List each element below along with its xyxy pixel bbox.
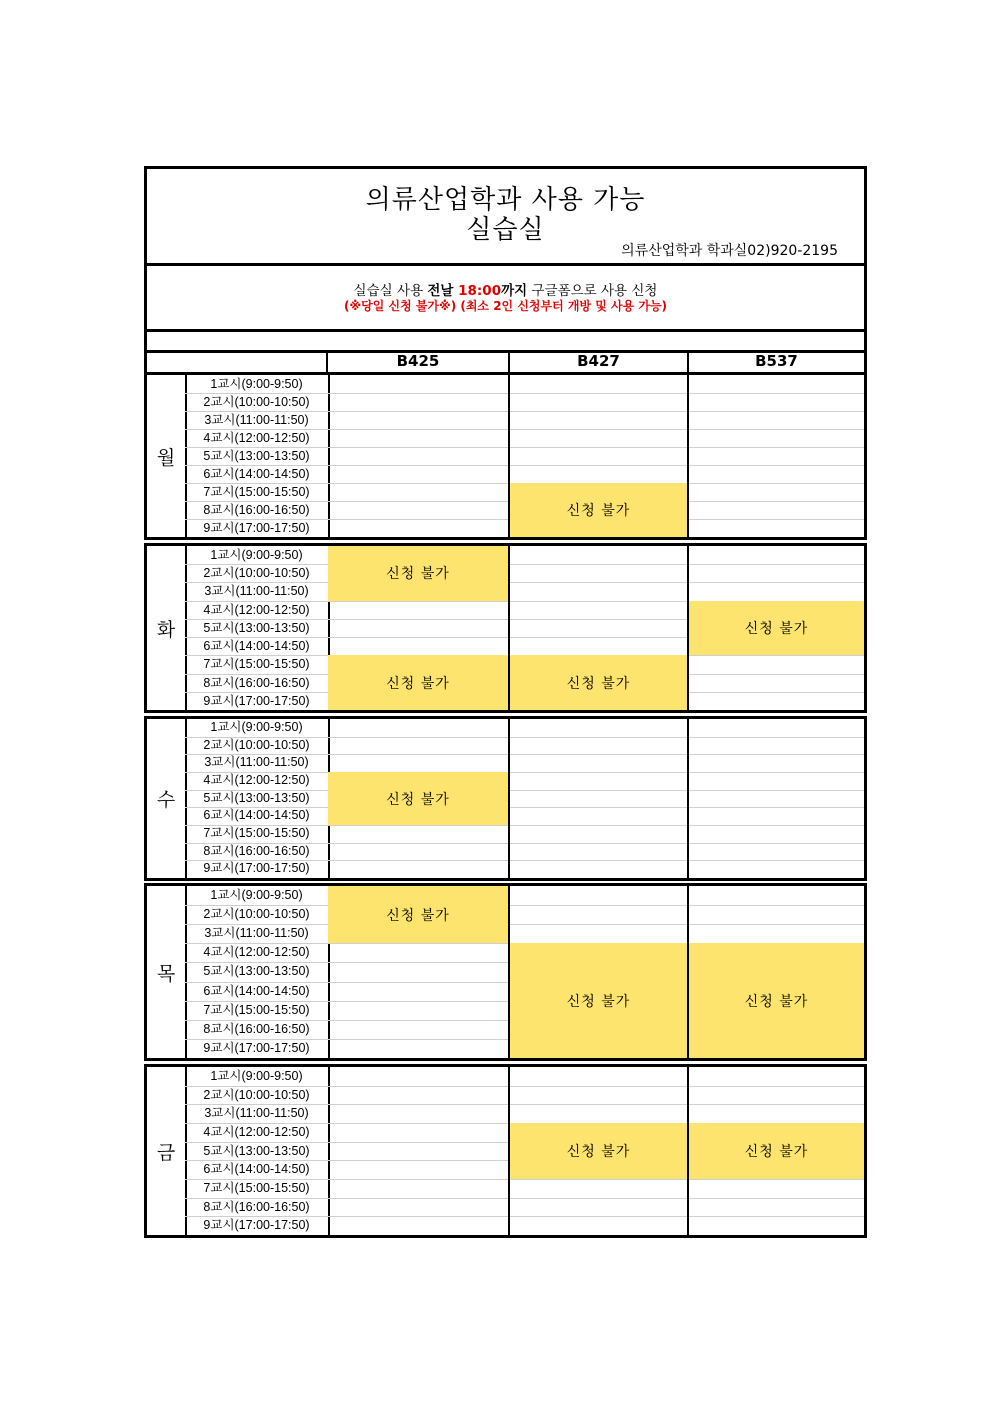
schedule-cell[interactable] xyxy=(328,1179,508,1199)
schedule-cell[interactable] xyxy=(510,1216,687,1235)
schedule-cell[interactable] xyxy=(510,601,687,620)
period-label: 2교시(10:00-10:50) xyxy=(185,393,328,412)
schedule-cell[interactable] xyxy=(510,1198,687,1218)
schedule-cell[interactable] xyxy=(510,772,687,791)
schedule-cell[interactable] xyxy=(689,1179,864,1199)
period-column xyxy=(185,375,330,537)
blocked-slot: 신청 불가 xyxy=(510,655,687,710)
schedule-cell[interactable] xyxy=(328,1039,508,1058)
page-title: 의류산업학과 사용 가능 xyxy=(365,185,646,215)
period-label: 5교시(13:00-13:50) xyxy=(185,447,328,466)
period-label: 2교시(10:00-10:50) xyxy=(185,905,328,925)
period-column xyxy=(185,1067,330,1235)
schedule-cell[interactable] xyxy=(689,582,864,601)
period-label: 8교시(16:00-16:50) xyxy=(185,1198,328,1218)
contact-info: 의류산업학과 학과실02)920-2195 xyxy=(621,243,838,259)
schedule-cell[interactable] xyxy=(689,1104,864,1124)
schedule-cell[interactable] xyxy=(689,546,864,565)
schedule-cell[interactable] xyxy=(510,825,687,844)
period-label: 9교시(17:00-17:50) xyxy=(203,861,310,876)
schedule-cell[interactable] xyxy=(689,1198,864,1218)
period-label: 3교시(11:00-11:50) xyxy=(185,754,328,773)
period-label: 9교시(17:00-17:50) xyxy=(203,693,310,708)
header-blank xyxy=(147,353,328,374)
room-column xyxy=(689,546,864,710)
schedule-cell[interactable] xyxy=(510,737,687,756)
period-column xyxy=(185,719,330,878)
room-column xyxy=(689,1067,864,1235)
schedule-cell[interactable] xyxy=(328,843,508,862)
page-subtitle: 실습실 xyxy=(466,215,545,245)
schedule-cell[interactable] xyxy=(328,1123,508,1143)
notice-line2: (※당일 신청 불가※) (최소 2인 신청부터 개방 및 사용 가능) xyxy=(343,299,668,313)
schedule-cell[interactable] xyxy=(689,886,864,906)
period-label: 4교시(12:00-12:50) xyxy=(185,772,328,791)
schedule-cell[interactable] xyxy=(328,375,508,394)
schedule-cell[interactable] xyxy=(328,1198,508,1218)
period-label: 3교시(11:00-11:50) xyxy=(185,924,328,944)
schedule-cell[interactable] xyxy=(328,447,508,466)
schedule-cell[interactable] xyxy=(689,692,864,710)
room-column xyxy=(510,719,689,878)
schedule-cell[interactable] xyxy=(510,905,687,925)
room-header xyxy=(144,353,867,374)
notice-section xyxy=(144,266,867,332)
schedule-cell[interactable] xyxy=(510,1086,687,1106)
schedule-cell[interactable] xyxy=(510,843,687,862)
schedule-cell[interactable] xyxy=(328,411,508,430)
schedule-cell[interactable] xyxy=(510,790,687,809)
period-label: 1교시(9:00-9:50) xyxy=(185,886,328,906)
blocked-slot: 신청 불가 xyxy=(328,886,508,943)
period-label: 8교시(16:00-16:50) xyxy=(185,501,328,520)
schedule-cell[interactable] xyxy=(328,1086,508,1106)
period-column xyxy=(185,886,330,1058)
day-section xyxy=(144,1064,867,1238)
room-column xyxy=(510,1067,689,1235)
schedule-cell[interactable] xyxy=(689,1086,864,1106)
room-column xyxy=(328,886,510,1058)
schedule-cell[interactable] xyxy=(689,905,864,925)
period-label: 4교시(12:00-12:50) xyxy=(185,943,328,963)
schedule-cell[interactable] xyxy=(328,860,508,878)
schedule-cell[interactable] xyxy=(510,807,687,826)
period-label: 8교시(16:00-16:50) xyxy=(185,843,328,862)
blocked-slot: 신청 불가 xyxy=(689,943,864,1058)
schedule-cell[interactable] xyxy=(689,674,864,693)
day-section xyxy=(144,716,867,881)
schedule-cell[interactable] xyxy=(689,564,864,583)
notice-post: 구글폼으로 사용 신청 xyxy=(527,283,658,299)
period-label: 6교시(14:00-14:50) xyxy=(185,1160,328,1180)
period-label: 8교시(16:00-16:50) xyxy=(185,674,328,693)
period-label: 4교시(12:00-12:50) xyxy=(185,429,328,448)
notice-pre: 실습실 사용 xyxy=(353,283,428,299)
period-label: 7교시(15:00-15:50) xyxy=(185,825,328,844)
schedule-cell[interactable] xyxy=(328,719,508,738)
schedule-cell[interactable] xyxy=(689,393,864,412)
schedule-cell[interactable] xyxy=(689,483,864,502)
notice-time: 18:00 xyxy=(458,283,502,299)
schedule-cell[interactable] xyxy=(689,843,864,862)
period-label: 7교시(15:00-15:50) xyxy=(185,483,328,502)
blocked-slot: 신청 불가 xyxy=(328,655,508,710)
room-column xyxy=(510,546,689,710)
schedule-cell[interactable] xyxy=(689,825,864,844)
schedule-cell[interactable] xyxy=(689,447,864,466)
day-section xyxy=(144,372,867,540)
period-label: 4교시(12:00-12:50) xyxy=(185,601,328,620)
schedule-cell[interactable] xyxy=(328,825,508,844)
period-label: 6교시(14:00-14:50) xyxy=(185,807,328,826)
schedule-cell[interactable] xyxy=(689,375,864,394)
schedule-cell[interactable] xyxy=(689,924,864,944)
schedule-cell[interactable] xyxy=(328,393,508,412)
room-column xyxy=(328,719,510,878)
blocked-slot: 신청 불가 xyxy=(510,943,687,1058)
room-column xyxy=(328,375,510,537)
schedule-cell[interactable] xyxy=(510,429,687,448)
period-label: 1교시(9:00-9:50) xyxy=(185,546,328,565)
schedule-cell[interactable] xyxy=(328,1104,508,1124)
period-label: 5교시(13:00-13:50) xyxy=(185,962,328,982)
schedule-cell[interactable] xyxy=(510,1179,687,1199)
schedule-cell[interactable] xyxy=(689,772,864,791)
schedule-cell[interactable] xyxy=(328,1216,508,1235)
blocked-slot: 신청 불가 xyxy=(510,1123,687,1179)
schedule-cell[interactable] xyxy=(689,1067,864,1087)
period-label: 1교시(9:00-9:50) xyxy=(185,719,328,738)
schedule-cell[interactable] xyxy=(328,1160,508,1180)
room-b537: B537 xyxy=(755,352,798,370)
schedule-cell[interactable] xyxy=(328,982,508,1002)
day-label: 목 xyxy=(147,886,187,1058)
schedule-cell[interactable] xyxy=(689,807,864,826)
period-label: 3교시(11:00-11:50) xyxy=(185,411,328,430)
period-label: 7교시(15:00-15:50) xyxy=(185,1001,328,1021)
schedule-cell[interactable] xyxy=(689,1216,864,1235)
schedule-cell[interactable] xyxy=(689,790,864,809)
period-label: 9교시(17:00-17:50) xyxy=(203,1040,310,1055)
schedule-cell[interactable] xyxy=(510,754,687,773)
period-label: 6교시(14:00-14:50) xyxy=(185,637,328,656)
schedule-cell[interactable] xyxy=(328,619,508,638)
schedule-cell[interactable] xyxy=(510,886,687,906)
blank-row xyxy=(144,332,867,353)
period-label: 8교시(16:00-16:50) xyxy=(185,1020,328,1040)
schedule-cell[interactable] xyxy=(328,601,508,620)
schedule-cell[interactable] xyxy=(510,447,687,466)
period-label: 7교시(15:00-15:50) xyxy=(185,1179,328,1199)
room-column xyxy=(510,375,689,537)
schedule-cell[interactable] xyxy=(510,1067,687,1087)
schedule-cell[interactable] xyxy=(510,619,687,638)
period-label: 3교시(11:00-11:50) xyxy=(185,582,328,601)
schedule-cell[interactable] xyxy=(328,519,508,537)
schedule-cell[interactable] xyxy=(689,860,864,878)
schedule-cell[interactable] xyxy=(510,393,687,412)
schedule-cell[interactable] xyxy=(510,411,687,430)
schedule-cell[interactable] xyxy=(510,637,687,656)
schedule-cell[interactable] xyxy=(328,501,508,520)
period-column xyxy=(185,546,330,710)
room-column xyxy=(328,546,510,710)
schedule-cell[interactable] xyxy=(510,582,687,601)
schedule-cell[interactable] xyxy=(689,501,864,520)
period-label: 9교시(17:00-17:50) xyxy=(203,521,310,535)
schedule-cell[interactable] xyxy=(328,429,508,448)
blocked-slot: 신청 불가 xyxy=(689,1123,864,1179)
period-label: 4교시(12:00-12:50) xyxy=(185,1123,328,1143)
period-label: 2교시(10:00-10:50) xyxy=(185,737,328,756)
blocked-slot: 신청 불가 xyxy=(510,483,687,537)
schedule-cell[interactable] xyxy=(689,719,864,738)
notice-bold2: 까지 xyxy=(501,283,528,299)
period-label: 6교시(14:00-14:50) xyxy=(185,465,328,484)
schedule-cell[interactable] xyxy=(689,465,864,484)
schedule-cell[interactable] xyxy=(328,943,508,963)
schedule-cell[interactable] xyxy=(328,737,508,756)
schedule-cell[interactable] xyxy=(510,546,687,565)
period-label: 5교시(13:00-13:50) xyxy=(185,1142,328,1162)
schedule-cell[interactable] xyxy=(510,719,687,738)
room-b425: B425 xyxy=(328,353,510,374)
schedule-cell[interactable] xyxy=(510,465,687,484)
schedule-cell[interactable] xyxy=(689,754,864,773)
period-label: 1교시(9:00-9:50) xyxy=(185,375,328,394)
period-label: 2교시(10:00-10:50) xyxy=(185,564,328,583)
period-label: 5교시(13:00-13:50) xyxy=(185,619,328,638)
schedule-cell[interactable] xyxy=(328,1020,508,1040)
room-column xyxy=(689,886,864,1058)
day-label: 금 xyxy=(147,1067,187,1235)
blocked-slot: 신청 불가 xyxy=(328,772,508,825)
title-section xyxy=(144,166,867,266)
room-column xyxy=(328,1067,510,1235)
schedule-cell[interactable] xyxy=(689,519,864,537)
schedule-cell[interactable] xyxy=(328,637,508,656)
day-label: 수 xyxy=(147,719,187,878)
schedule-cell[interactable] xyxy=(689,429,864,448)
schedule-cell[interactable] xyxy=(328,483,508,502)
notice-line1 xyxy=(147,279,864,299)
schedule-cell[interactable] xyxy=(328,754,508,773)
blocked-slot: 신청 불가 xyxy=(689,601,864,656)
schedule-document xyxy=(144,166,867,1233)
notice-bold1: 전날 xyxy=(427,283,459,299)
schedule-cell[interactable] xyxy=(328,1142,508,1162)
schedule-cell[interactable] xyxy=(328,962,508,982)
schedule-cell[interactable] xyxy=(510,860,687,878)
period-label: 9교시(17:00-17:50) xyxy=(203,1218,310,1233)
schedule-cell[interactable] xyxy=(328,465,508,484)
schedule-cell[interactable] xyxy=(510,375,687,394)
schedule-cell[interactable] xyxy=(510,1104,687,1124)
period-label: 7교시(15:00-15:50) xyxy=(185,655,328,674)
schedule-cell[interactable] xyxy=(510,564,687,583)
room-column xyxy=(689,375,864,537)
room-b427: B427 xyxy=(510,353,689,374)
period-label: 3교시(11:00-11:50) xyxy=(185,1104,328,1124)
room-column xyxy=(689,719,864,878)
period-label: 1교시(9:00-9:50) xyxy=(185,1067,328,1087)
day-label: 월 xyxy=(147,375,187,537)
schedule-cell[interactable] xyxy=(328,1067,508,1087)
day-section xyxy=(144,883,867,1061)
schedule-cell[interactable] xyxy=(689,411,864,430)
schedule-cell[interactable] xyxy=(689,737,864,756)
day-section xyxy=(144,543,867,713)
schedule-cell[interactable] xyxy=(328,1001,508,1021)
period-label: 6교시(14:00-14:50) xyxy=(185,982,328,1002)
blocked-slot: 신청 불가 xyxy=(328,546,508,601)
period-label: 2교시(10:00-10:50) xyxy=(185,1086,328,1106)
schedule-cell[interactable] xyxy=(689,655,864,674)
day-label: 화 xyxy=(147,546,187,710)
period-label: 5교시(13:00-13:50) xyxy=(185,790,328,809)
room-column xyxy=(510,886,689,1058)
schedule-cell[interactable] xyxy=(510,924,687,944)
